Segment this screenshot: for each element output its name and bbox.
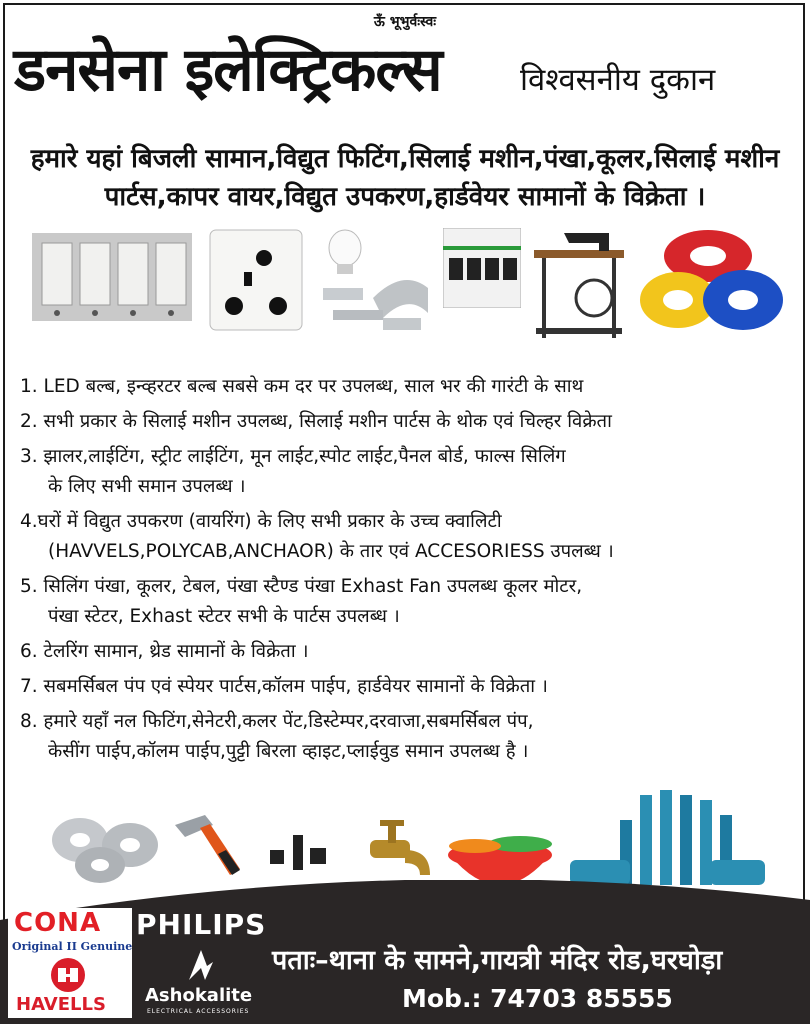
havells-logo: HAVELLS xyxy=(16,994,106,1015)
feature-line: पंखा स्टेटर, Exhast स्टेटर सभी के पार्टस उपलब्ध । xyxy=(48,606,400,627)
cona-slogan: Original II Genuine xyxy=(12,940,133,953)
feature-item xyxy=(20,672,800,702)
tagline: विश्वसनीय दुकान xyxy=(520,62,716,98)
feature-line: 3. झालर,लाईटिंग, स्ट्रीट लाईटिंग, मून लाईट,स्पोट लाईट,पैनल बोर्ड, फाल्स सिलिंग xyxy=(20,446,566,467)
feature-line: (HAVVELS,POLYCAB,ANCHAOR) के तार एवं ACCESORIESS उपलब्ध । xyxy=(48,541,614,562)
switch-board-icon xyxy=(32,228,192,323)
ashokalite-logo: Ashokalite xyxy=(145,985,253,1006)
feature-list xyxy=(20,372,800,772)
mcb-icon xyxy=(443,228,521,308)
invocation-text: ऊँ भूभुर्वःस्वः xyxy=(373,14,437,30)
wire-coils-icon xyxy=(638,228,788,338)
feature-item xyxy=(20,707,800,767)
feature-item xyxy=(20,442,800,502)
feature-item xyxy=(20,372,800,402)
mobile-number: Mob.: 74703 85555 xyxy=(402,984,673,1013)
feature-line: के लिए सभी समान उपलब्ध । xyxy=(48,476,246,497)
ashokalite-logo-icon xyxy=(185,948,217,982)
intro-line-2: पार्टस,कापर वायर,विद्युत उपकरण,हार्डवेयर सामानों के विक्रेता । xyxy=(104,182,706,212)
intro-line-1: हमारे यहां बिजली सामान,विद्युत फिटिंग,सिलाई मशीन,पंखा,कूलर,सिलाई मशीन xyxy=(30,144,780,174)
feature-item xyxy=(20,637,800,667)
intro-text xyxy=(20,140,790,216)
feature-line: 8. हमारे यहाँ नल फिटिंग,सेनेटरी,कलर पेंट,डिस्टेम्पर,दरवाजा,सबमर्सिबल पंप, xyxy=(20,711,534,732)
feature-item xyxy=(20,507,800,567)
feature-line: 7. सबमर्सिबल पंप एवं स्पेयर पार्टस,कॉलम पाईप, हार्डवेयर सामानों के विक्रेता । xyxy=(20,676,548,697)
bolts-icon xyxy=(265,830,335,880)
bulb-and-fittings-icon xyxy=(313,228,438,348)
feature-line: 2. सभी प्रकार के सिलाई मशीन उपलब्ध, सिलाई मशीन पार्टस के थोक एवं चिल्हर विक्रेता xyxy=(20,411,612,432)
feature-line: 1. LED बल्ब, इन्व्हरटर बल्ब सबसे कम दर पर उपलब्ध, साल भर की गारंटी के साथ xyxy=(20,376,584,397)
philips-logo: PHILIPS xyxy=(136,908,267,941)
shop-address: पताः–थाना के सामने,गायत्री मंदिर रोड,घरघोड़ा xyxy=(272,945,723,976)
feature-line: केसींग पाईप,कॉलम पाईप,पुट्टी बिरला व्हाइट,प्लाईवुड समान उपलब्ध है । xyxy=(48,741,529,762)
product-images xyxy=(28,228,788,348)
feature-item xyxy=(20,572,800,632)
feature-line: 4.घरों में विद्युत उपकरण (वायरिंग) के लिए सभी प्रकार के उच्च क्वालिटी xyxy=(20,511,502,532)
sewing-machine-icon xyxy=(524,228,634,343)
havells-logo-icon xyxy=(48,956,88,994)
cona-logo: CONA xyxy=(14,908,102,938)
socket-icon xyxy=(208,228,304,333)
brand-logo-box xyxy=(8,908,132,1018)
hammer-icon xyxy=(170,810,250,880)
shop-name: डनसेना इलेक्ट्रिकल्स xyxy=(14,35,442,105)
feature-line: 6. टेलरिंग सामान, थ्रेड सामानों के विक्रेता । xyxy=(20,641,309,662)
feature-line: 5. सिलिंग पंखा, कूलर, टेबल, पंखा स्टैण्ड पंखा Exhast Fan उपलब्ध कूलर मोटर, xyxy=(20,576,583,597)
feature-item xyxy=(20,407,800,437)
washers-icon xyxy=(50,815,160,885)
ashokalite-slogan: ELECTRICAL ACCESSORIES xyxy=(147,1008,250,1015)
